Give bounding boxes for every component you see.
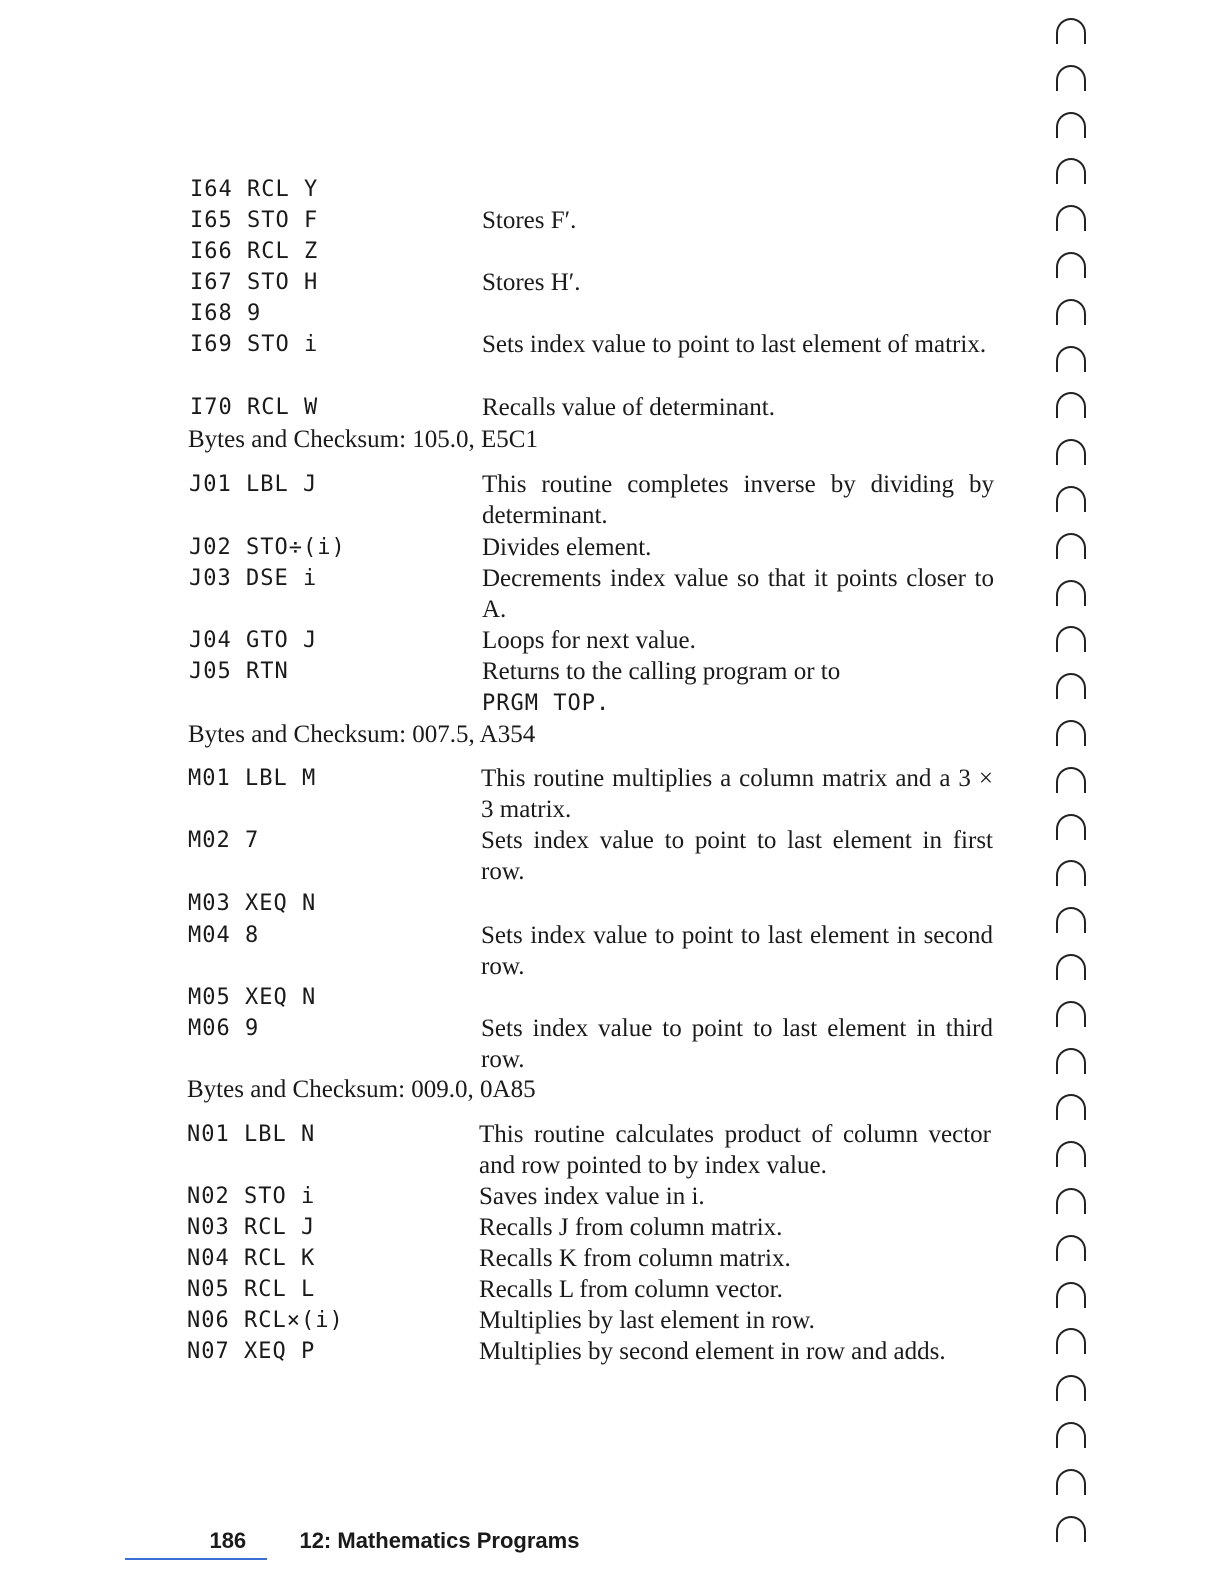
binding-ring-icon <box>1056 1375 1086 1401</box>
bytes-checksum: Bytes and Checksum: 007.5, A354 <box>188 721 536 748</box>
bytes-checksum: Bytes and Checksum: 009.0, 0A85 <box>187 1076 536 1103</box>
binding-ring-icon <box>1056 158 1086 184</box>
binding-ring-icon <box>1056 814 1086 840</box>
program-step: N04 RCL K <box>187 1246 316 1271</box>
chapter-title: 12: Mathematics Programs <box>299 1528 580 1553</box>
step-description: Sets index value to point to last element in third row. <box>481 1015 993 1073</box>
step-description: Multiplies by second element in row and adds. <box>479 1338 946 1365</box>
binding-ring-icon <box>1056 533 1086 559</box>
program-step: N06 RCL×(i) <box>187 1308 344 1333</box>
program-step: J05 RTN <box>189 659 289 684</box>
binding-ring-icon <box>1056 673 1086 699</box>
program-step: I69 STO i <box>190 332 319 357</box>
step-description: Recalls value of determinant. <box>482 394 775 421</box>
binding-ring-icon <box>1056 1141 1086 1167</box>
program-step: M02 7 <box>188 828 260 853</box>
page-footer <box>185 1502 579 1580</box>
step-description: Stores H′. <box>482 269 581 296</box>
binding-ring-icon <box>1056 1328 1086 1354</box>
program-step: J02 STO÷(i) <box>189 535 346 560</box>
binding-ring-icon <box>1056 907 1086 933</box>
program-step: J03 DSE i <box>189 566 318 591</box>
binding-ring-icon <box>1056 1235 1086 1261</box>
program-step: I70 RCL W <box>190 395 319 420</box>
binding-ring-icon <box>1056 486 1086 512</box>
program-step: I68 9 <box>190 301 262 326</box>
binding-ring-icon <box>1056 1188 1086 1214</box>
binding-ring-icon <box>1056 1048 1086 1074</box>
step-description: Recalls L from column vector. <box>479 1276 783 1303</box>
step-description: This routine completes inverse by dividing by determinant. <box>482 471 994 529</box>
step-description: Sets index value to point to last element of matrix. <box>482 331 987 358</box>
step-description: Multiplies by last element in row. <box>479 1307 815 1334</box>
binding-ring-icon <box>1056 1282 1086 1308</box>
binding-ring-icon <box>1056 252 1086 278</box>
program-step: I64 RCL Y <box>190 177 319 202</box>
program-step: N01 LBL N <box>187 1122 316 1147</box>
program-step: M04 8 <box>188 923 260 948</box>
step-description-text: Returns to the calling program or to <box>482 658 841 685</box>
program-step: J04 GTO J <box>189 628 318 653</box>
binding-ring-icon <box>1056 346 1086 372</box>
binding-ring-icon <box>1056 65 1086 91</box>
page-number: 186 <box>209 1528 247 1553</box>
program-step: M03 XEQ N <box>188 891 317 916</box>
binding-ring-icon <box>1056 1516 1086 1542</box>
step-description: Saves index value in i. <box>479 1183 705 1210</box>
binding-ring-icon <box>1056 720 1086 746</box>
binding-ring-icon <box>1056 1422 1086 1448</box>
scan-edge-line <box>125 1558 267 1560</box>
binding-ring-icon <box>1056 860 1086 886</box>
step-description: Recalls K from column matrix. <box>479 1245 791 1272</box>
step-description: Divides element. <box>482 534 652 561</box>
step-description: Sets index value to point to last element in second row. <box>481 922 993 980</box>
program-step: N05 RCL L <box>187 1277 316 1302</box>
spiral-binding <box>1048 18 1098 1578</box>
binding-ring-icon <box>1056 1469 1086 1495</box>
binding-ring-icon <box>1056 112 1086 138</box>
binding-ring-icon <box>1056 954 1086 980</box>
binding-ring-icon <box>1056 767 1086 793</box>
binding-ring-icon <box>1056 1001 1086 1027</box>
step-description: Decrements index value so that it points closer to A. <box>482 565 994 623</box>
program-step: N02 STO i <box>187 1184 316 1209</box>
binding-ring-icon <box>1056 205 1086 231</box>
step-description <box>482 656 994 719</box>
step-description: Stores F′. <box>482 207 577 234</box>
step-description: Recalls J from column matrix. <box>479 1214 783 1241</box>
program-step: I65 STO F <box>190 208 319 233</box>
binding-ring-icon <box>1056 626 1086 652</box>
binding-ring-icon <box>1056 1094 1086 1120</box>
binding-ring-icon <box>1056 439 1086 465</box>
program-step: J01 LBL J <box>189 472 318 497</box>
step-description: Sets index value to point to last element in first row. <box>481 827 993 885</box>
program-step: N03 RCL J <box>187 1215 316 1240</box>
binding-ring-icon <box>1056 18 1086 44</box>
step-description: Loops for next value. <box>482 627 696 654</box>
binding-ring-icon <box>1056 392 1086 418</box>
binding-ring-icon <box>1056 299 1086 325</box>
bytes-checksum: Bytes and Checksum: 105.0, E5C1 <box>188 426 538 453</box>
program-step: M05 XEQ N <box>188 985 317 1010</box>
program-step: M01 LBL M <box>188 766 317 791</box>
program-step: I67 STO H <box>190 270 319 295</box>
binding-ring-icon <box>1056 580 1086 606</box>
step-description: This routine multiplies a column matrix and a 3 × 3 matrix. <box>481 765 993 823</box>
program-step: N07 XEQ P <box>187 1339 316 1364</box>
step-description: This routine calculates product of column vector and row pointed to by index value. <box>479 1121 991 1179</box>
prgm-top-key: PRGM TOP. <box>482 691 611 716</box>
program-step: M06 9 <box>188 1016 260 1041</box>
program-step: I66 RCL Z <box>190 239 319 264</box>
